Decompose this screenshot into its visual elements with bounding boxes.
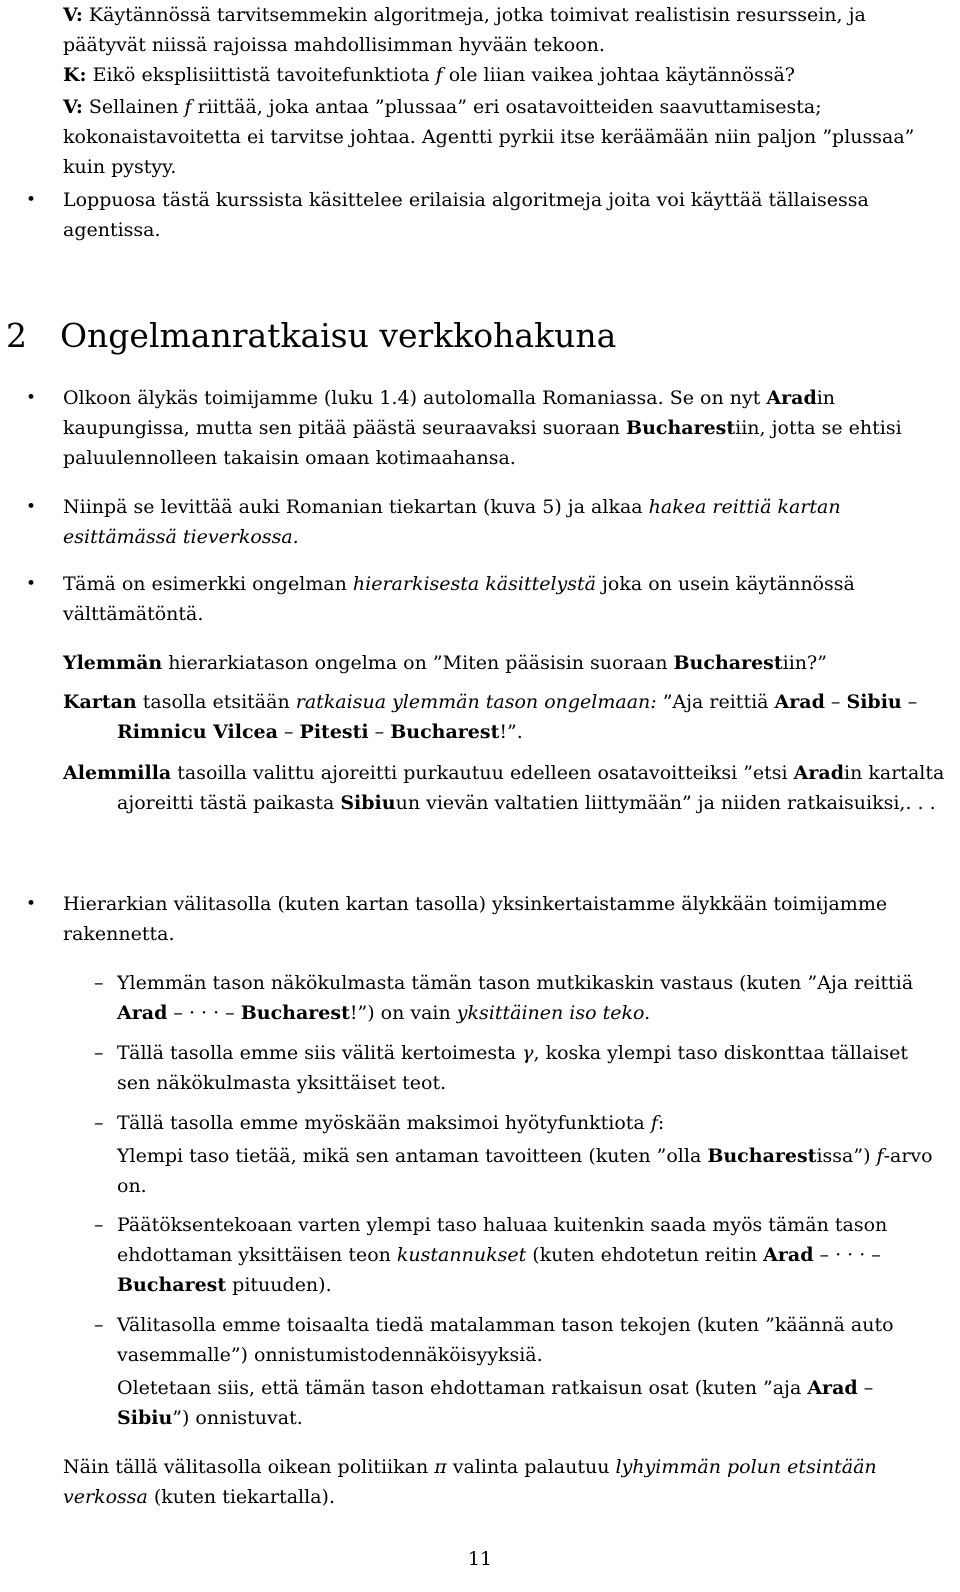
qa-answer-2 <box>63 92 945 182</box>
dash-glyph: – <box>94 1112 104 1134</box>
route-sep: – <box>277 721 300 743</box>
qa-text: ole liian vaikea johtaa käytännössä? <box>442 64 795 86</box>
place-sibiu: Sibiu <box>846 691 902 713</box>
text: – <box>857 1377 874 1399</box>
term: Ylemmän <box>63 652 163 674</box>
text: Näin tällä välitasolla oikean politiikan <box>63 1456 435 1478</box>
text: ”) onnistuvat. <box>172 1407 303 1429</box>
qa-text: Sellainen <box>88 96 185 118</box>
text: pituuden). <box>226 1274 332 1296</box>
route-sep: – <box>368 721 391 743</box>
section-number: 2 <box>6 316 27 355</box>
term: Kartan <box>63 691 137 713</box>
place-pitesti: Pitesti <box>299 721 369 743</box>
place-bucharest: Bucharest <box>707 1145 817 1167</box>
text: Oletetaan siis, että tämän tason ehdottaman ratkaisun osat (kuten ”aja <box>117 1377 808 1399</box>
route-sep: – <box>824 691 847 713</box>
dash-glyph: – <box>94 1042 104 1064</box>
place-bucharest: Bucharest <box>626 417 736 439</box>
place-bucharest: Bucharest <box>390 721 500 743</box>
bullet-glyph: • <box>26 190 37 210</box>
emphasis: lyhyimmän polun etsintään verkossa <box>63 1456 877 1508</box>
text: Tällä tasolla emme siis välitä kertoimesta <box>117 1042 523 1064</box>
place-arad: Arad <box>117 1002 168 1024</box>
emphasis: ratkaisua ylemmän tason ongelmaan: <box>295 691 657 713</box>
text: !”) on vain <box>349 1002 457 1024</box>
text: iin?” <box>782 652 827 674</box>
text: Tällä tasolla emme myöskään maksimoi hyötyfunktiota <box>117 1112 651 1134</box>
text: tasoilla valittu ajoreitti purkautuu edelleen osatavoitteiksi ”etsi <box>171 762 794 784</box>
place-sibiu: Sibiu <box>340 792 396 814</box>
math-pi: π <box>434 1456 447 1478</box>
dash-glyph: – <box>94 972 104 994</box>
text: iin, jotta se ehtisi paluulennolleen takaisin omaan kotimaahansa. <box>63 417 902 469</box>
section-heading <box>6 314 616 358</box>
text: valinta palautuu <box>446 1456 616 1478</box>
text: un vievän valtatien liittymään” ja niiden ratkaisuiksi,. . . <box>395 792 936 814</box>
place-sibiu: Sibiu <box>117 1407 173 1429</box>
place-bucharest: Bucharest <box>673 652 783 674</box>
math-f: f <box>435 64 443 86</box>
text: joka on usein käytännössä välttämätöntä. <box>63 573 855 625</box>
place-bucharest: Bucharest <box>117 1274 227 1296</box>
math-f: f <box>184 96 192 118</box>
place-arad: Arad <box>766 387 817 409</box>
dash-item-1 <box>117 968 945 1028</box>
text: – · · · – <box>813 1244 881 1266</box>
text: Niinpä se levittää auki Romanian tiekartan (kuva 5) ja alkaa <box>63 496 649 518</box>
text: issa”) <box>816 1145 877 1167</box>
emphasis: hakea reittiä kartan esittämässä tieverkossa. <box>63 496 841 548</box>
qa-text: Käytännössä tarvitsemmekin algoritmeja, jotka toimivat realistisin resurssein, ja päätyvät niissä rajoissa mahdollisimman hyvään tekoon. <box>63 4 866 56</box>
emphasis: kustannukset <box>396 1244 527 1266</box>
place-bucharest: Bucharest <box>240 1002 350 1024</box>
dash-item-2 <box>117 1038 945 1098</box>
paragraph-map-level <box>63 687 960 747</box>
dash-glyph: – <box>94 1314 104 1336</box>
place-rimnicu-vilcea: Rimnicu Vilcea <box>117 721 278 743</box>
qa-text: riittää, joka antaa ”plussaa” eri osatavoitteiden saavuttamisesta; kokonaistavoitetta ei tarvitse johtaa. Agentti pyrkii itse keräämään niin paljon ”plussaa” kuin pystyy. <box>63 96 915 178</box>
text: Ylemmän tason näkökulmasta tämän tason mutkikaskin vastaus (kuten ”Aja reittiä <box>117 972 914 994</box>
dash-item-3-continuation <box>117 1141 945 1201</box>
dash-glyph: – <box>94 1214 104 1236</box>
text: (kuten ehdotetun reitin <box>526 1244 764 1266</box>
bullet-intro: Loppuosa tästä kurssista käsittelee erilaisia algoritmeja joita voi käyttää tällaisessa agentissa. <box>63 189 869 241</box>
bullet-item-4: Hierarkian välitasolla (kuten kartan tasolla) yksinkertaistamme älykkään toimijamme rakennetta. <box>63 893 888 945</box>
bullet-item-1 <box>63 383 945 473</box>
text: Päätöksentekoaan varten ylempi taso haluaa kuitenkin saada myös tämän tason ehdottaman yksittäisen teon <box>117 1214 888 1266</box>
bullet-glyph: • <box>26 388 37 408</box>
dash-item-5: Välitasolla emme toisaalta tiedä matalamman tason tekojen (kuten ”käännä auto vasemmalle”) onnistumistodennäköisyyksiä. <box>117 1314 894 1366</box>
qa-label: K: <box>63 64 87 86</box>
bullet-item-3 <box>63 569 945 629</box>
text: in kartalta ajoreitti tästä paikasta <box>117 762 945 814</box>
dash-item-3 <box>117 1108 945 1138</box>
math-f: f <box>650 1112 658 1134</box>
section-title: Ongelmanratkaisu verkkohakuna <box>60 316 617 355</box>
qa-question <box>63 60 945 90</box>
text: : <box>657 1112 665 1134</box>
bullet-glyph: • <box>26 574 37 594</box>
qa-answer-1 <box>63 0 945 60</box>
text: – · · · – <box>167 1002 241 1024</box>
math-f: f <box>876 1145 884 1167</box>
text: in kaupungissa, mutta sen pitää päästä seuraavaksi suoraan <box>63 387 836 439</box>
text: (kuten tiekartalla). <box>147 1486 335 1508</box>
route-sep: – <box>901 691 918 713</box>
bullet-glyph: • <box>26 497 37 517</box>
math-gamma: γ <box>522 1042 534 1064</box>
text: -arvo on. <box>117 1145 933 1197</box>
text: Tämä on esimerkki ongelman <box>63 573 353 595</box>
text: Olkoon älykäs toimijamme (luku 1.4) autolomalla Romaniassa. Se on nyt <box>63 387 767 409</box>
dash-item-4 <box>117 1210 945 1300</box>
text: tasolla etsitään <box>136 691 296 713</box>
qa-text: Eikö eksplisiittistä tavoitefunktiota <box>92 64 436 86</box>
bullet-item-2 <box>63 492 945 552</box>
emphasis: yksittäinen iso teko. <box>456 1002 651 1024</box>
dash-item-5-continuation <box>117 1373 945 1433</box>
bullet-glyph: • <box>26 894 37 914</box>
place-arad: Arad <box>763 1244 814 1266</box>
text: hierarkiatason ongelma on ”Miten pääsisin suoraan <box>162 652 674 674</box>
paragraph-lower-level <box>63 758 960 818</box>
text: ”Aja reittiä <box>656 691 775 713</box>
text: !”. <box>499 721 523 743</box>
place-arad: Arad <box>793 762 845 784</box>
term: Alemmilla <box>63 762 172 784</box>
paragraph-upper-level <box>63 648 960 678</box>
text: Ylempi taso tietää, mikä sen antaman tavoitteen (kuten ”olla <box>117 1145 708 1167</box>
place-arad: Arad <box>807 1377 858 1399</box>
page-number: 11 <box>467 1548 493 1570</box>
closing-paragraph <box>63 1452 945 1512</box>
qa-label: V: <box>63 4 83 26</box>
place-arad: Arad <box>774 691 825 713</box>
qa-label: V: <box>63 96 83 118</box>
text: , koska ylempi taso diskonttaa tällaiset sen näkökulmasta yksittäiset teot. <box>117 1042 908 1094</box>
emphasis: hierarkisesta käsittelystä <box>352 573 596 595</box>
